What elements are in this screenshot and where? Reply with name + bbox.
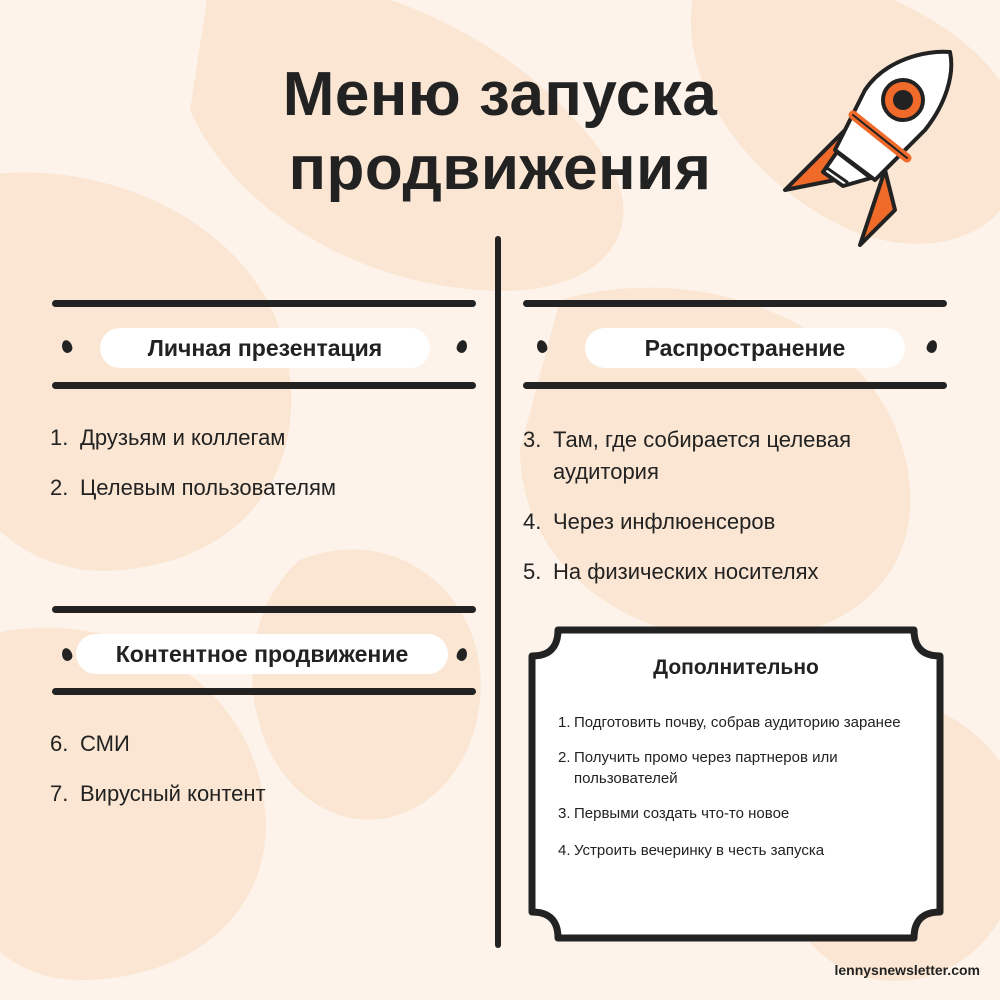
section-distribution <box>523 300 947 392</box>
item-number: 4. <box>523 509 542 534</box>
list-content <box>50 728 480 810</box>
item-text: Первыми создать что-то новое <box>574 805 790 822</box>
bullet-dot <box>925 339 939 354</box>
item-text: Вирусный контент <box>80 781 266 806</box>
footer-site-link[interactable]: lennysnewsletter.com <box>834 962 980 978</box>
list-item <box>50 778 480 810</box>
list-item <box>523 506 943 538</box>
item-number: 1. <box>50 425 69 450</box>
page-title-line-1: Меню запуска <box>282 60 718 129</box>
list-item <box>50 728 480 760</box>
item-text: Целевым пользователям <box>80 475 337 500</box>
item-text: Подготовить почву, собрав аудиторию заранее <box>574 714 901 731</box>
list-item <box>523 556 943 588</box>
item-number: 5. <box>523 559 542 584</box>
section-content <box>52 606 476 698</box>
item-text: Друзьям и коллегам <box>80 425 286 450</box>
item-number: 2. <box>558 749 571 766</box>
item-number: 4. <box>558 842 571 859</box>
extra-list <box>558 712 918 861</box>
list-item <box>558 840 918 861</box>
item-number: 1. <box>558 714 571 731</box>
section-label-personal: Личная презентация <box>100 328 430 368</box>
column-divider <box>495 236 501 948</box>
section-bottom-rule <box>52 688 476 695</box>
extra-card-title: Дополнительно <box>653 656 819 679</box>
item-text: Получить промо через партнеров или пользователей <box>574 749 838 787</box>
list-item <box>558 712 918 733</box>
item-number: 3. <box>558 805 571 822</box>
section-bottom-rule <box>52 382 476 389</box>
item-number: 3. <box>523 427 542 452</box>
section-personal <box>52 300 476 392</box>
section-label-content: Контентное продвижение <box>76 634 448 674</box>
section-bottom-rule <box>523 382 947 389</box>
item-text: Через инфлюенсеров <box>553 509 776 534</box>
item-number: 2. <box>50 475 69 500</box>
bullet-dot <box>60 647 74 662</box>
list-item <box>558 747 918 789</box>
list-distribution <box>523 424 943 588</box>
section-label-distribution: Распространение <box>585 328 905 368</box>
bullet-dot <box>535 339 549 354</box>
bullet-dot <box>60 339 74 354</box>
list-item <box>558 803 918 824</box>
item-number: 7. <box>50 781 69 806</box>
section-top-rule <box>52 606 476 613</box>
page-title-line-2: продвижения <box>288 134 712 203</box>
list-item <box>50 472 480 504</box>
item-text: На физических носителях <box>553 559 819 584</box>
bullet-dot <box>455 647 469 662</box>
rocket-icon <box>775 40 965 255</box>
extra-card <box>528 626 944 942</box>
page-title <box>160 58 840 206</box>
list-item <box>523 424 943 488</box>
section-top-rule <box>52 300 476 307</box>
list-item <box>50 422 480 454</box>
section-top-rule <box>523 300 947 307</box>
bullet-dot <box>455 339 469 354</box>
item-text: Там, где собирается целевая аудитория <box>553 427 851 484</box>
item-text: Устроить вечеринку в честь запуска <box>574 842 825 859</box>
item-text: СМИ <box>80 731 130 756</box>
item-number: 6. <box>50 731 69 756</box>
list-personal <box>50 422 480 504</box>
